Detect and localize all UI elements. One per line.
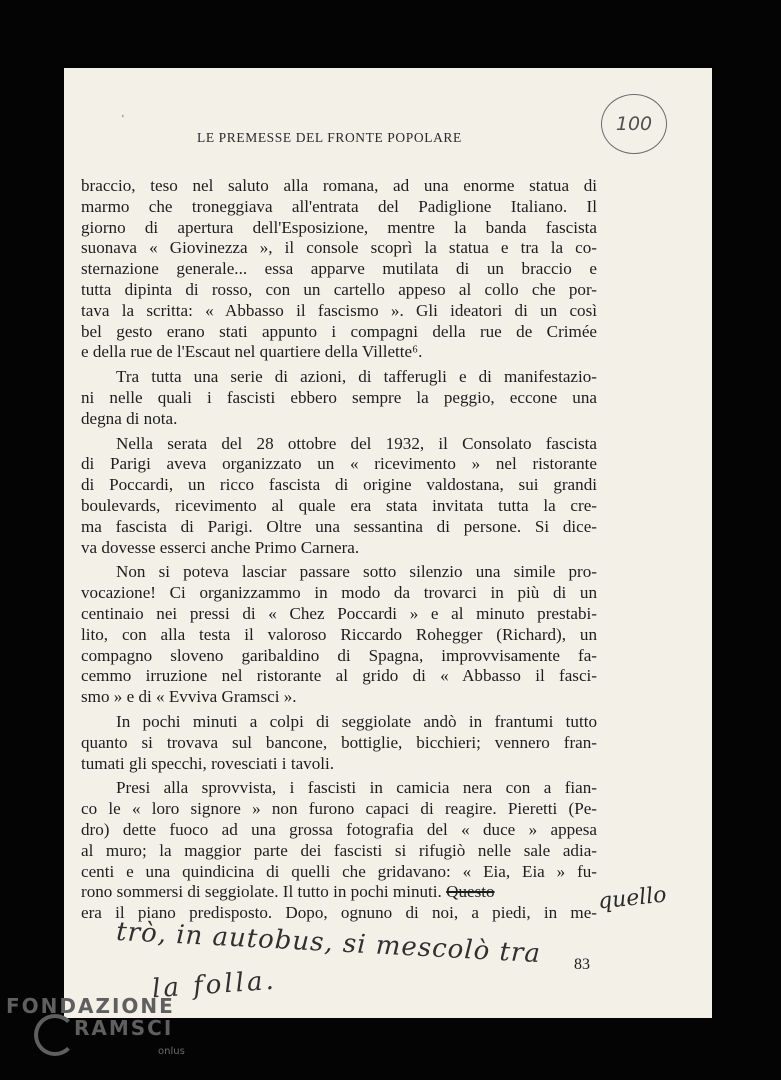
text-line: braccio, teso nel saluto alla romana, ad una enorme statua di	[81, 176, 597, 195]
watermark-line2: RAMSCI	[74, 1016, 174, 1040]
text-line: lito, con alla testa il valoroso Riccardo Rohegger (Richard), un	[81, 624, 597, 644]
text-line: degna di nota.	[81, 408, 178, 428]
body-text	[81, 176, 597, 924]
text-line: vocazione! Ci organizzammo in modo da trovarci in più di un	[81, 583, 597, 603]
text-line: giorno di apertura dell'Esposizione, mentre la banda fascista	[81, 217, 597, 237]
text-line: quanto si trovava sul bancone, bottiglie, bicchieri; vennero fran-	[81, 732, 597, 752]
paragraph-5	[81, 712, 597, 774]
handwritten-line: la folla.	[151, 965, 278, 1005]
text-line: Non si poteva lasciar passare sotto silenzio una simile pro-	[116, 562, 597, 582]
struck-word: Questo	[446, 882, 495, 902]
paragraph-3	[81, 434, 597, 559]
text-line: Presi alla sprovvista, i fascisti in camicia nera con a fian-	[116, 778, 597, 798]
text-line: era il piano predisposto. Dopo, ognuno di noi, a piedi, in me-	[81, 903, 597, 923]
text-line: dro) dette fuoco ad una grossa fotografia del « duce » appesa	[81, 819, 597, 839]
text-line: In pochi minuti a colpi di seggiolate andò in frantumi tutto	[116, 711, 597, 731]
text-line: ma fascista di Parigi. Oltre una sessantina di persone. Si dice-	[81, 516, 597, 536]
text-line-segment: rono sommersi di seggiolate. Il tutto in pochi minuti.	[81, 882, 442, 902]
g-logo-icon	[34, 1014, 76, 1056]
archive-number: 100	[615, 113, 653, 135]
archive-number-stamp	[601, 94, 667, 154]
text-line: e della rue de l'Escaut nel quartiere della Villette⁶.	[81, 342, 423, 362]
text-line: sternazione generale... essa apparve mutilata di un braccio e	[81, 259, 597, 279]
text-line: va dovesse esserci anche Primo Carnera.	[81, 537, 360, 557]
handwritten-line: trò, in autobus, si mescolò tra	[115, 916, 542, 970]
text-line: di Poccardi, un ricco fascista di origine valdostana, sui grandi	[81, 475, 597, 495]
text-line: co le « loro signore » non furono capaci di reagire. Pieretti (Pe-	[81, 799, 597, 819]
text-line: marmo che troneggiava all'entrata del Padiglione Italiano. Il	[81, 196, 597, 216]
paragraph-6	[81, 778, 597, 924]
foundation-watermark	[6, 994, 185, 1057]
document-page	[64, 68, 712, 1018]
text-line: centi e una quindicina di quelli che gridavano: « Eia, Eia » fu-	[81, 861, 597, 881]
text-line: tutta dipinta di rosso, con un cartello appeso al collo che por-	[81, 279, 597, 299]
text-line: tumati gli specchi, rovesciati i tavoli.	[81, 753, 335, 773]
text-line: cemmo irruzione nel ristorante al grido di « Abbasso il fasci-	[81, 666, 597, 686]
handwritten-margin-note: quello	[596, 882, 668, 915]
text-line: bel gesto erano stati appunto i compagni della rue de Crimée	[81, 321, 597, 341]
watermark-line1: FONDAZIONE	[6, 994, 175, 1018]
text-line: tava la scritta: « Abbasso il fascismo ». Gli ideatori di un così	[81, 300, 597, 320]
text-line: al muro; la maggior parte dei fascisti si rifugiò nelle sale adia-	[81, 840, 597, 860]
text-line: centinaio nei pressi di « Chez Poccardi » e al minuto prestabi-	[81, 603, 597, 623]
text-line: compagno sloveno garibaldino di Spagna, improvvisamente fa-	[81, 645, 597, 665]
paragraph-4	[81, 562, 597, 708]
text-line: Tra tutta una serie di azioni, di tafferugli e di manifestazio-	[116, 367, 597, 387]
running-title: LE PREMESSE DEL FRONTE POPOLARE	[197, 130, 462, 145]
watermark-suffix: onlus	[158, 1046, 185, 1057]
paragraph-1	[81, 176, 597, 363]
page-number: 83	[574, 956, 590, 973]
text-line: smo » e di « Evviva Gramsci ».	[81, 687, 297, 707]
paragraph-2	[81, 367, 597, 429]
text-line: suonava « Giovinezza », il console scoprì la statua e tra la co-	[81, 238, 597, 258]
text-line	[81, 882, 597, 903]
text-line: ni nelle quali i fascisti ebbero sempre la peggio, eccone una	[81, 387, 597, 407]
tick-mark: '	[122, 114, 124, 125]
text-line: di Parigi aveva organizzato un « ricevimento » nel ristorante	[81, 454, 597, 474]
text-line: boulevards, ricevimento al quale era stata invitata tutta la cre-	[81, 495, 597, 515]
text-line: Nella serata del 28 ottobre del 1932, il Consolato fascista	[116, 433, 597, 453]
